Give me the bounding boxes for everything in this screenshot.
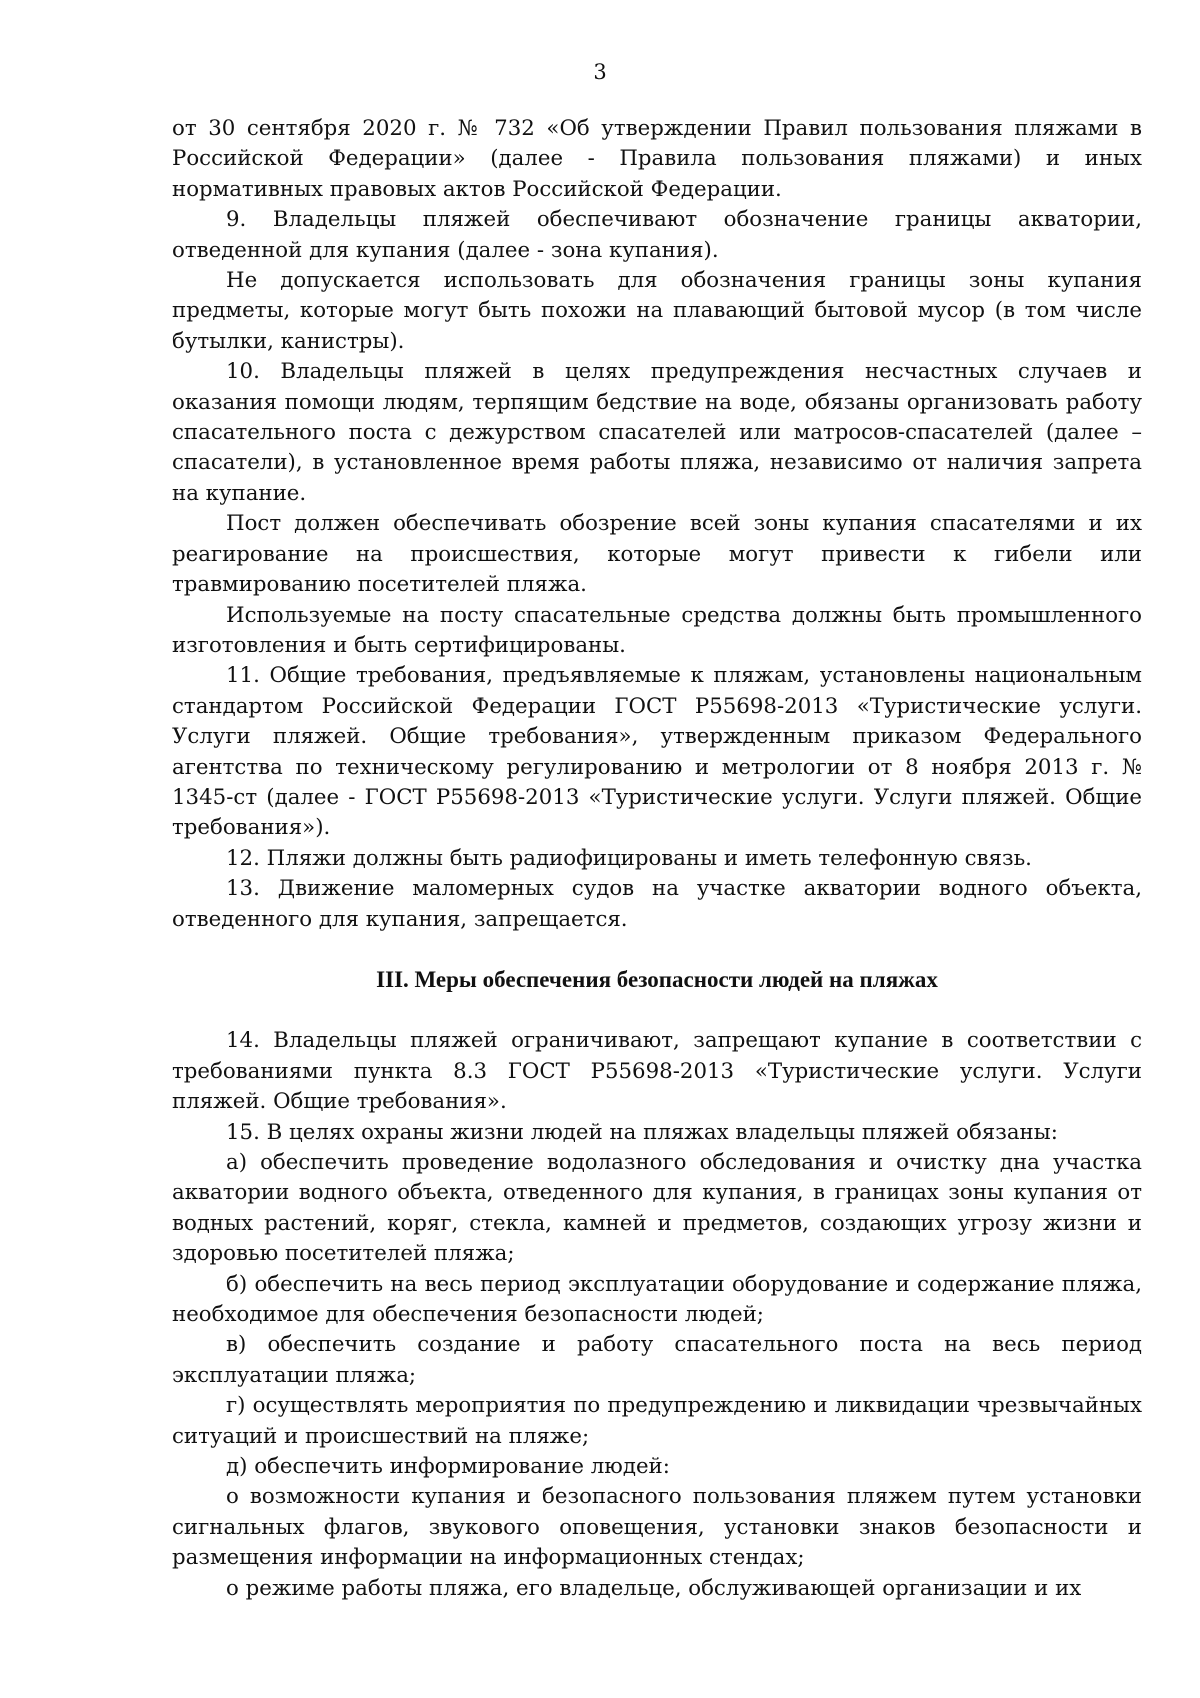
paragraph: 14. Владельцы пляжей ограничивают, запрещают купание в соответствии с требованиями пункта 8.3 ГОСТ Р55698-2013 «Туристические услуги. Услуги пляжей. Общие требования». (172, 1028, 1142, 1115)
paragraph: о возможности купания и безопасного пользования пляжем путем установки сигнальных флагов, звукового оповещения, установки знаков безопасности и размещения информации на информационных стендах; (172, 1484, 1142, 1571)
document-body (172, 114, 1142, 1604)
paragraph: б) обеспечить на весь период эксплуатации оборудование и содержание пляжа, необходимое для обеспечения безопасности людей; (172, 1271, 1142, 1328)
paragraph: 13. Движение маломерных судов на участке акватории водного объекта, отведенного для купания, запрещается. (172, 876, 1142, 932)
paragraph: 15. В целях охраны жизни людей на пляжах владельцы пляжей обязаны: (226, 1119, 1058, 1145)
paragraph: Используемые на посту спасательные средства должны быть промышленного изготовления и быть сертифицированы. (172, 602, 1142, 658)
paragraph: д) обеспечить информирование людей: (226, 1454, 670, 1480)
paragraph: 12. Пляжи должны быть радиофицированы и иметь телефонную связь. (226, 845, 1032, 871)
paragraph: г) осуществлять мероприятия по предупреждению и ликвидации чрезвычайных ситуаций и происшествий на пляже; (172, 1393, 1142, 1449)
paragraph: от 30 сентября 2020 г. № 732 «Об утверждении Правил пользования пляжами в Российской Федерации» (далее - Правила пользования пляжами) и иных нормативных правовых актов Российской Федерации. (172, 116, 1142, 202)
paragraph: 11. Общие требования, предъявляемые к пляжам, установлены национальным стандартом Российской Федерации ГОСТ Р55698-2013 «Туристические услуги. Услуги пляжей. Общие требования», утвержденным приказом Федерального агентства по техническому регулированию и метрологии от 8 ноября 2013 г. № 1345-ст (далее - ГОСТ Р55698-2013 «Туристические услуги. Услуги пляжей. Общие требования»). (172, 663, 1142, 841)
paragraph: о режиме работы пляжа, его владельце, обслуживающей организации и их (226, 1575, 1082, 1601)
paragraph: Пост должен обеспечивать обозрение всей зоны купания спасателями и их реагирование на происшествия, которые могут привести к гибели или травмированию посетителей пляжа. (172, 511, 1142, 598)
paragraph: 10. Владельцы пляжей в целях предупреждения несчастных случаев и оказания помощи людям, терпящим бедствие на воде, обязаны организовать работу спасательного поста с дежурством спасателей или матросов-спасателей (далее – спасатели), в установленное время работы пляжа, независимо от наличия запрета на купание. (172, 359, 1142, 506)
paragraph: 9. Владельцы пляжей обеспечивают обозначение границы акватории, отведенной для купания (далее - зона купания). (172, 207, 1142, 263)
section-heading: III. Меры обеспечения безопасности людей на пляжах (376, 966, 938, 992)
paragraph: а) обеспечить проведение водолазного обследования и очистку дна участка акватории водного объекта, отведенного для купания, в границах зоны купания от водных растений, коряг, стекла, камней и предметов, создающих угрозу жизни и здоровью посетителей пляжа; (172, 1150, 1142, 1267)
paragraph: Не допускается использовать для обозначения границы зоны купания предметы, которые могут быть похожи на плавающий бытовой мусор (в том числе бутылки, канистры). (172, 268, 1142, 354)
page-number: 3 (593, 60, 607, 84)
paragraph: в) обеспечить создание и работу спасательного поста на весь период эксплуатации пляжа; (172, 1332, 1142, 1388)
